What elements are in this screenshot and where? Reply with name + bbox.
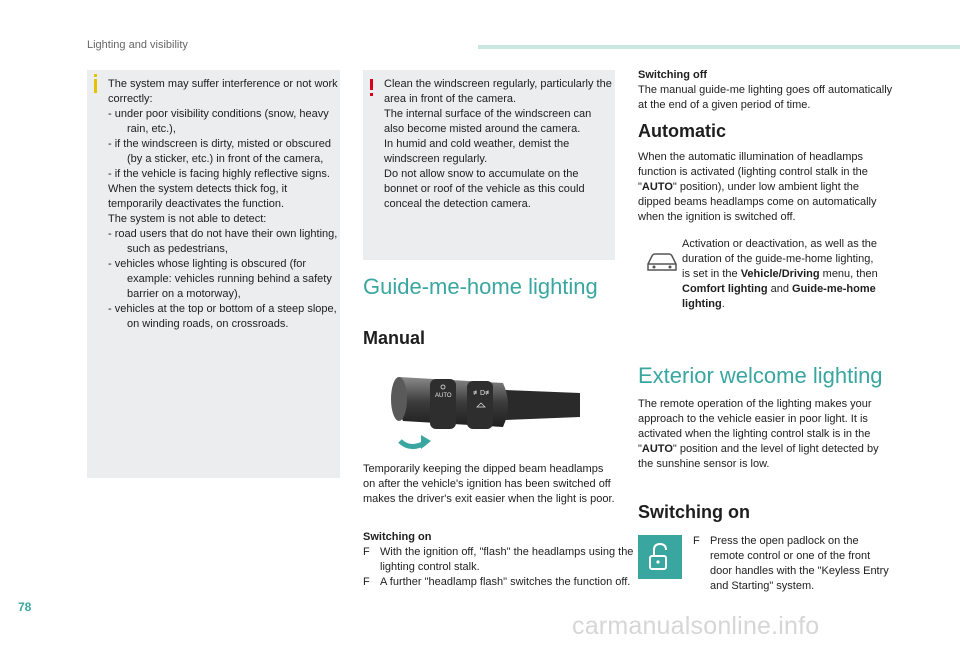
exterior-switching-on-text: Press the open padlock on the remote control or one of the front door handles with the "Keyless Entry and Starting" system. [710,535,889,592]
automatic-auto-label: AUTO [641,181,673,193]
manual-heading: Manual [363,328,426,348]
bullet-symbol: F [693,535,700,547]
switching-off-heading: Switching off [638,69,708,81]
automatic-text-part: " position), under low ambient light the dipped beams headlamps come on automatically when the ignition is switched off. [638,181,877,223]
header-bar [478,45,960,49]
switching-on-heading-manual: Switching on [363,531,432,543]
car-icon [645,250,679,274]
switching-on-item [363,575,635,590]
switching-off-text: The manual guide-me lighting goes off automatically at the end of a given period of time. [638,84,893,111]
car-note-bold: Guide-me-home lighting [682,283,876,310]
switching-on-item-text: With the ignition off, "flash" the headlamps using the lighting control stalk. [380,546,634,573]
exterior-switching-on-item [693,534,890,594]
car-note-part: Activation or deactivation, as well as the duration of the guide-me-home lighting, is set in the [682,238,878,280]
info-line: The system is not able to detect: [108,213,267,225]
automatic-text [638,150,888,225]
info-line: - if the vehicle is facing highly reflective signs. [108,168,330,180]
car-note-bold: Vehicle [740,268,779,280]
car-note-bold: / [778,268,782,280]
warning-line: Do not allow snow to accumulate on the bonnet or roof of the vehicle as this could conceal the detection camera. [384,168,585,210]
exterior-text-part: " position and the level of light detected by the sunshine sensor is low. [638,443,879,470]
exterior-switching-on-heading: Switching on [638,502,750,522]
info-line: When the system detects thick fog, it temporarily deactivates the function. [108,183,288,210]
warning-line: Clean the windscreen regularly, particularly the area in front of the camera. [384,78,612,105]
stalk-auto-label: AUTO [435,393,452,399]
exterior-text-part: The remote operation of the lighting makes your approach to the vehicle easier in poor light. It is activated when the lighting control stalk is in the " [638,398,872,455]
lighting-stalk-illustration [385,365,580,455]
car-note-part: . [721,298,725,310]
automatic-text-part: When the automatic illumination of headlamps function is activated (lighting control stalk in the " [638,151,868,193]
guide-me-home-heading: Guide-me-home lighting [363,274,598,299]
svg-text:≢D≢: ≢D≢ [473,390,493,397]
manual-description: Temporarily keeping the dipped beam headlamps on after the vehicle's ignition has been switched off makes the driver's exit easier when the light is poor. [363,463,615,505]
section-header: Lighting and visibility [87,39,188,51]
warning-icon [370,79,373,90]
car-note-part: menu, then [819,268,878,280]
bullet-symbol: F [363,546,370,558]
warning-line: The internal surface of the windscreen can also become misted around the camera. [384,108,592,135]
switching-on-item-text: A further "headlamp flash" switches the function off. [380,576,631,588]
exterior-welcome-text [638,397,883,472]
info-line: - under poor visibility conditions (snow, heavy rain, etc.), [108,108,329,135]
car-note-text [682,237,882,312]
exterior-auto-label: AUTO [641,443,673,455]
car-note-bold: Driving [781,268,820,280]
info-line: The system may suffer interference or not work correctly: [108,78,338,105]
car-note-bold: Comfort lighting [682,283,768,295]
padlock-open-icon [638,535,682,579]
info-box-text [108,77,338,332]
automatic-heading: Automatic [638,121,727,141]
info-line: - vehicles at the top or bottom of a steep slope, on winding roads, on crossroads. [108,303,337,330]
bullet-symbol: F [363,576,370,588]
switching-on-item [363,545,635,575]
page-number: 78 [18,600,32,614]
watermark: carmanualsonline.info [572,612,820,640]
warning-box-text [384,77,612,212]
exterior-welcome-heading: Exterior welcome lighting [638,363,883,388]
car-note-part: and [767,283,793,295]
info-icon [94,79,97,93]
warning-line: In humid and cold weather, demist the windscreen regularly. [384,138,570,165]
info-line: - vehicles whose lighting is obscured (for example: vehicles running behind a safety barrier on a motorway), [108,258,332,300]
info-line: - road users that do not have their own lighting, such as pedestrians, [108,228,338,255]
info-line: - if the windscreen is dirty, misted or obscured (by a sticker, etc.) in front of the camera, [108,138,331,165]
